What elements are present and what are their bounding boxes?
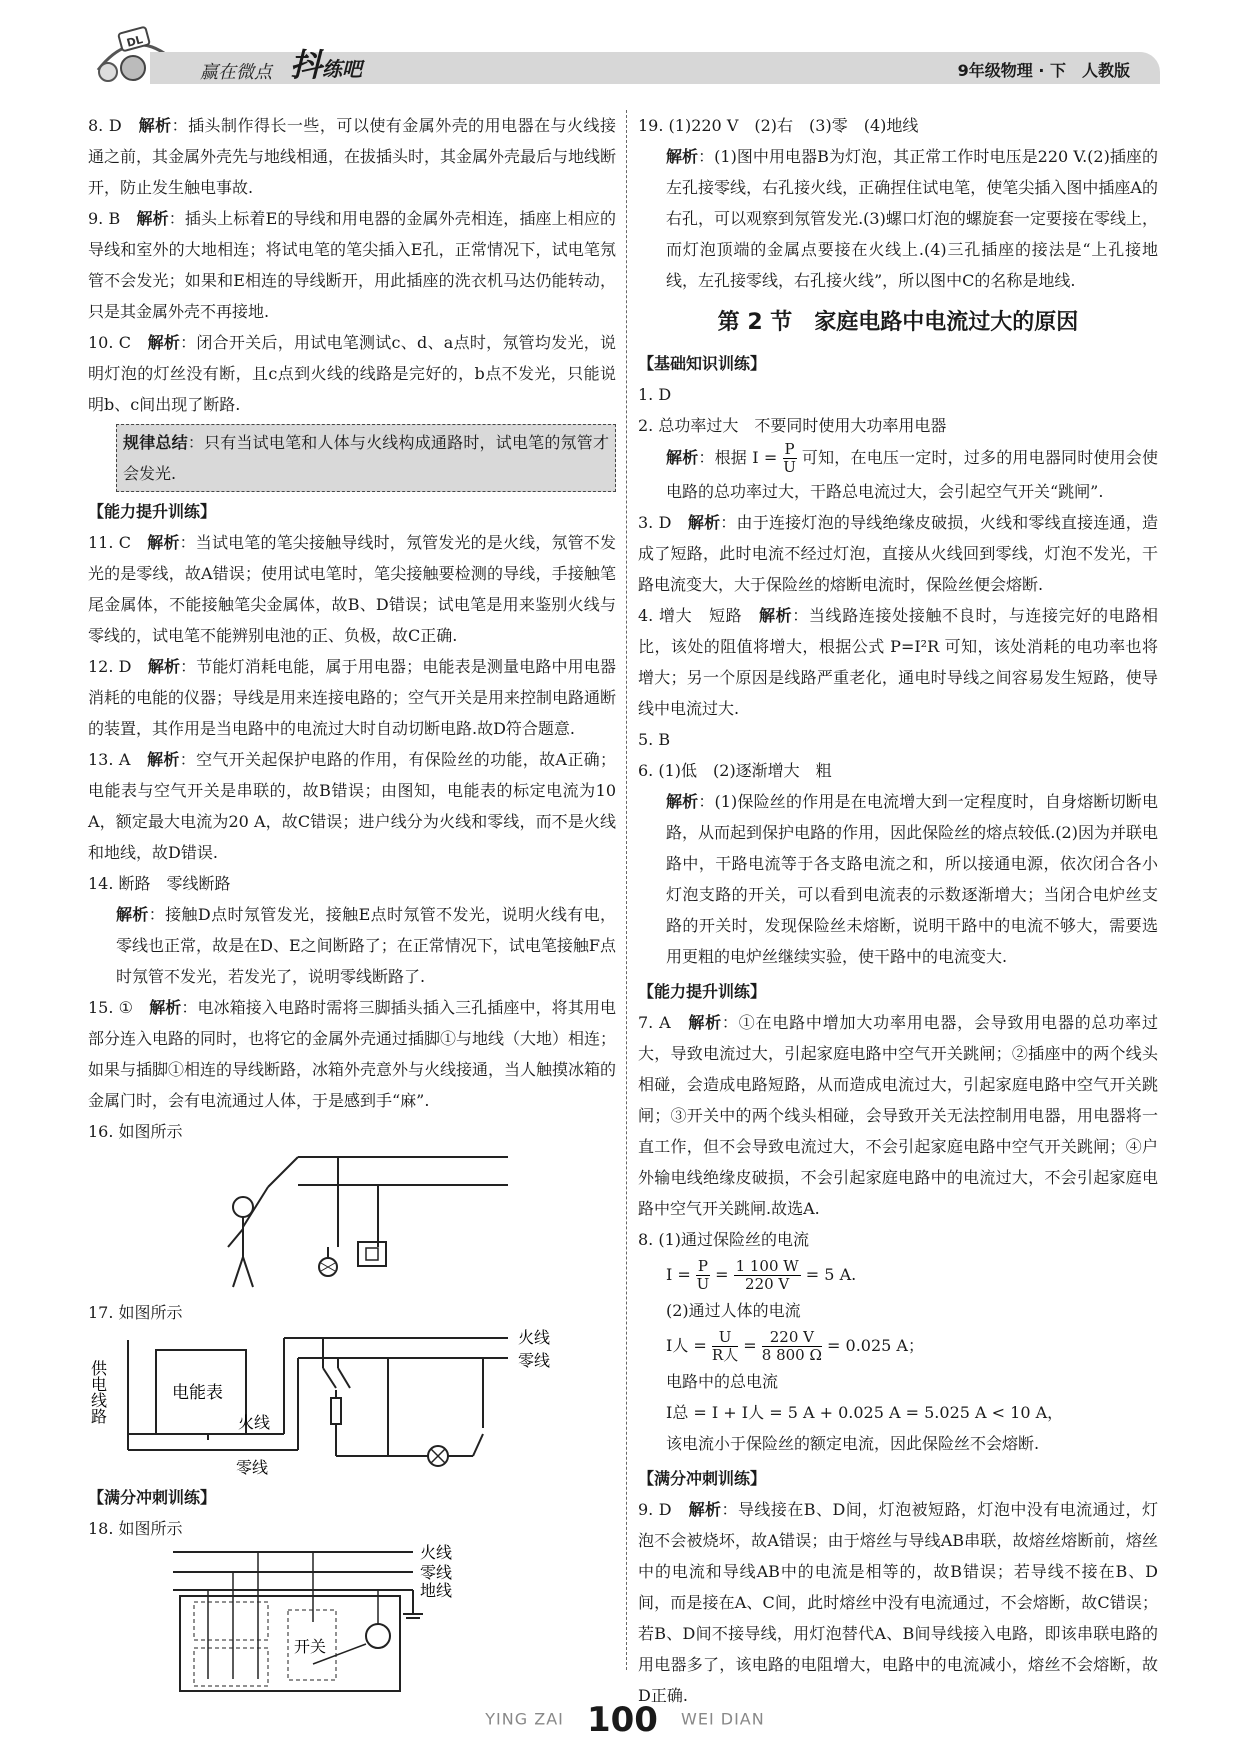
svg-text:地线: 地线 (420, 1581, 453, 1600)
svg-text:火线: 火线 (420, 1544, 453, 1562)
answer-14: 14. 断路 零线断路 (88, 874, 231, 893)
answer-8: 8. D 解析：插头制作得长一些，可以使有金属外壳的用电器在与火线接通之前，其金属外壳先与地线相通，在拔插头时，其金属外壳最后与地线断开，防止发生触电事故. (88, 116, 617, 197)
answer-11: 11. C 解析：当试电笔的笔尖接触导线时，氖管发光的是火线，氖管不发光的是零线，故A错误；使用试电笔时，笔尖接触要检测的导线，手接触笔尾金属体，不能接触笔尖金属体，故B、D错误；试电笔是用来鉴别火线与零线的，试电笔不能辨别电池的正、负极，故C正确. (88, 533, 616, 645)
answer-14-analysis: 解析：接触D点时氖管发光，接触E点时氖管不发光，说明火线有电，零线也正常，故是在D、E之间断路了；在正常情况下，试电笔接触F点时氖管不发光，若发光了，说明零线断路了. (116, 905, 616, 986)
section-ability-right: 【能力提升训练】 (638, 982, 767, 1001)
section-ability: 【能力提升训练】 (88, 502, 217, 521)
answer-r9: 9. D 解析：导线接在B、D间，灯泡被短路，灯泡中没有电流通过，灯泡不会被烧坏，故A错误；由于熔丝与导线AB串联，故熔丝熔断前，熔丝中的电流和导线AB中的电流是相等的，故B错误；若导线不接在B、D间，而是接在A、C间，此时熔丝中没有电流通过，不会熔断，故C错误；若B、D间不接导线，用灯泡替代A、B间导线接入电路，即该串联电路的用电器多了，该电路的电阻增大，电路中的电流减小，熔丝不会熔断，故D正确. (638, 1500, 1158, 1705)
answer-13: 13. A 解析：空气开关起保护电路的作用，有保险丝的功能，故A正确；电能表与空气开关是串联的，故B错误；由图知，电能表的标定电流为10 A，额定最大电流为20 A，故C错误；进户线分为火线和零线，而不是火线和地线，故D错误. (88, 750, 616, 862)
left-column (88, 110, 616, 1694)
header-slogan: 赢在微点 (200, 62, 272, 83)
svg-text:开关: 开关 (294, 1637, 327, 1656)
section-full-score: 【满分冲刺训练】 (88, 1488, 217, 1507)
figure-17-circuit (88, 1328, 616, 1478)
answer-10: 10. C 解析：闭合开关后，用试电笔测试c、d、a点时，氖管均发光，说明灯泡的灯丝没有断，且c点到火线的线路是完好的，b点不发光，只能说明b、c间出现了断路. (88, 333, 616, 414)
footer-left: YING ZAI (485, 1709, 564, 1729)
answer-r8: 8. (1)通过保险丝的电流 (638, 1230, 810, 1249)
equation-2: I人 = $\frac{U}{\text{R人}}$ = $\frac{220 V}{8 800 \Omega}$ = 0.025 A； (666, 1328, 924, 1364)
answer-r3: 3. D 解析：由于连接灯泡的导线绝缘皮破损，火线和零线直接连通，造成了短路，此时电流不经过灯泡，直接从火线回到零线，灯泡不发光，干路电流变大，大于保险丝的熔断电流时，保险丝便会熔断. (638, 513, 1158, 594)
page-footer (0, 1700, 1250, 1740)
answer-19: 19. (1)220 V (2)右 (3)零 (4)地线 (638, 116, 919, 135)
header-brand: 抖练吧 (290, 46, 363, 84)
figure-18-circuit (88, 1544, 616, 1694)
answer-r4: 4. 增大 短路 解析：当线路连接处接触不良时，与连接完好的电路相比，该处的阻值将增大，根据公式 P=I²R 可知，该处消耗的电功率也将增大；另一个原因是线路严重老化，通电时导线之间容易发生短路，使导线中电流过大. (638, 606, 1158, 718)
page-number: 100 (586, 1700, 658, 1740)
section-full-score-right: 【满分冲刺训练】 (638, 1469, 767, 1488)
rule-summary-box: 规律总结：只有当试电笔和人体与火线构成通路时，试电笔的氖管才会发光. (116, 424, 616, 492)
column-divider (626, 110, 627, 1670)
answer-r7: 7. A 解析：①在电路中增加大功率用电器，会导致用电器的总功率过大，导致电流过大，引起家庭电路中空气开关跳闸；②插座中的两个线头相碰，会造成电路短路，从而造成电流过大，引起家庭电路中空气开关跳闸；③开关中的两个线头相碰，会导致开关无法控制用电器，用电器将一直工作，但不会导致电流过大，不会引起家庭电路中空气开关跳闸；④户外输电线绝缘皮破损，不会引起家庭电路中的电流过大，不会引起家庭电路中空气开关跳闸.故选A. (638, 1013, 1158, 1218)
svg-text:火线: 火线 (518, 1328, 551, 1347)
figure-16-circuit (88, 1147, 616, 1297)
page-header (0, 0, 1250, 105)
equation-3: I总 = I + I人 = 5 A + 0.025 A = 5.025 A < 10 A， (666, 1403, 1064, 1422)
answer-12: 12. D 解析：节能灯消耗电能，属于用电器；电能表是测量电路中用电器消耗的电能的仪器；导线是用来连接电路的；空气开关是用来控制电路通断的装置，其作用是当电路中的电流过大时自动切断电路.故D符合题意. (88, 657, 617, 738)
answer-15: 15. ① 解析：电冰箱接入电路时需将三脚插头插入三孔插座中，将其用电部分连入电路的同时，也将它的金属外壳通过插脚①与地线（大地）相连；如果与插脚①相连的导线断路，冰箱外壳意外与火线接通，当人触摸冰箱的金属门时，会有电流通过人体，于是感到手“麻”. (88, 998, 617, 1110)
answer-r8-part2: (2)通过人体的电流 (666, 1301, 801, 1320)
answer-16: 16. 如图所示 (88, 1122, 183, 1141)
svg-text:零线: 零线 (236, 1458, 269, 1477)
svg-text:火线: 火线 (238, 1413, 271, 1432)
svg-text:电能表: 电能表 (172, 1383, 223, 1403)
answer-17: 17. 如图所示 (88, 1303, 183, 1322)
fraction-p-over-u: $\frac{P}{U}$ (783, 440, 796, 476)
answer-r2-analysis: 解析：根据 I = $\frac{P}{U}$ 可知，在电压一定时，过多的用电器同时使用会使电路的总功率过大，干路总电流过大，会引起空气开关“跳闸”. (666, 440, 1158, 501)
answer-r8-part3: 电路中的总电流 (666, 1372, 779, 1391)
right-column (638, 110, 1158, 1711)
answer-9: 9. B 解析：插头上标着E的导线和用电器的金属外壳相连，插座上相应的导线和室外的大地相连；将试电笔的笔尖插入E孔，正常情况下，试电笔氖管不会发光；如果和E相连的导线断开，用此插座的洗衣机马达仍能转动，只是其金属外壳不再接地. (88, 209, 616, 321)
answer-r6-analysis: 解析：(1)保险丝的作用是在电流增大到一定程度时，自身熔断切断电路，从而起到保护电路的作用，因此保险丝的熔点较低.(2)因为并联电路中，干路电流等于各支路电流之和，所以接通电源，依次闭合各小灯泡支路的开关，可以看到电流表的示数逐渐增大；当闭合电炉丝支路的开关时，发现保险丝未熔断，说明干路中的电流不够大，需要选用更粗的电炉丝继续实验，使干路中的电流变大. (666, 792, 1158, 966)
answer-19-analysis: 解析：(1)图中用电器B为灯泡，其正常工作时电压是220 V.(2)插座的左孔接零线，右孔接火线，正确捏住试电笔，使笔尖插入图中插座A的右孔，可以观察到氖管发光.(3)螺口灯泡的螺旋套一定要接在零线上，而灯泡顶端的金属点要接在火线上.(4)三孔插座的接法是“上孔接地线，左孔接零线，右孔接火线”，所以图中C的名称是地线. (666, 147, 1158, 290)
footer-right: WEI DIAN (681, 1709, 765, 1729)
answer-r2: 2. 总功率过大 不要同时使用大功率用电器 (638, 416, 947, 435)
header-grade: 9年级物理 · 下 人教版 (957, 61, 1130, 80)
answer-r8-part5: 该电流小于保险丝的额定电流，因此保险丝不会熔断. (666, 1434, 1040, 1453)
answer-r6: 6. (1)低 (2)逐渐增大 粗 (638, 761, 832, 780)
svg-text:零线: 零线 (420, 1563, 453, 1582)
svg-text:供电线路: 供电线路 (88, 1360, 108, 1424)
equation-1: I = $\frac{P}{U}$ = $\frac{1 100 W}{220 V}$ = 5 A. (666, 1257, 857, 1293)
svg-text:DL: DL (125, 33, 145, 50)
section-basic: 【基础知识训练】 (638, 354, 767, 373)
answer-r1: 1. D (638, 385, 672, 404)
answer-18: 18. 如图所示 (88, 1519, 183, 1538)
svg-text:零线: 零线 (518, 1351, 551, 1370)
section-title: 第 2 节 家庭电路中电流过大的原因 (717, 310, 1079, 335)
answer-r5: 5. B (638, 730, 671, 749)
